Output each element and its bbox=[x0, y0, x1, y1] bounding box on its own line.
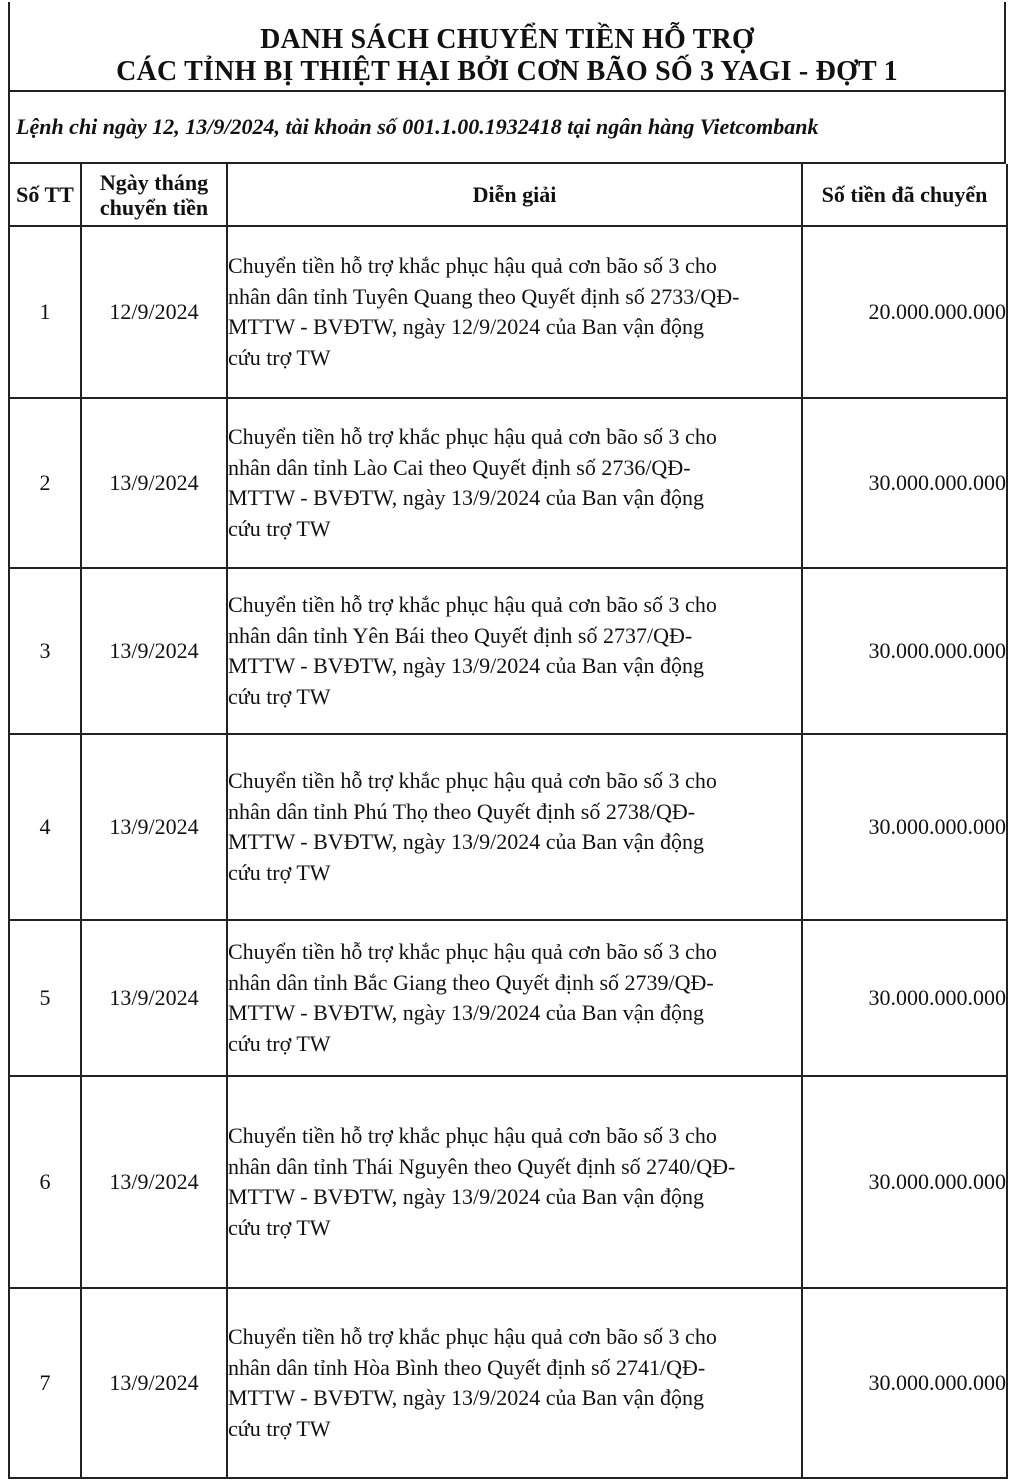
row-date: 13/9/2024 bbox=[81, 920, 227, 1076]
row-description-text: Chuyển tiền hỗ trợ khắc phục hậu quả cơn bão số 3 cho nhân dân tỉnh Tuyên Quang theo Quyết định số 2733/QĐ- MTTW - BVĐTW, ngày 12/9/2024 của Ban vận động cứu trợ TW bbox=[228, 253, 740, 370]
row-stt: 2 bbox=[9, 398, 81, 568]
table-row bbox=[9, 1076, 1007, 1288]
row-stt: 5 bbox=[9, 920, 81, 1076]
table-row bbox=[9, 1288, 1007, 1478]
row-description bbox=[227, 226, 802, 398]
row-description-text: Chuyển tiền hỗ trợ khắc phục hậu quả cơn bão số 3 cho nhân dân tỉnh Yên Bái theo Quyết định số 2737/QĐ- MTTW - BVĐTW, ngày 13/9/2024 của Ban vận động cứu trợ TW bbox=[228, 592, 717, 709]
row-amount: 30.000.000.000 bbox=[802, 568, 1007, 734]
row-description bbox=[227, 568, 802, 734]
row-stt: 6 bbox=[9, 1076, 81, 1288]
header-stt: Số TT bbox=[9, 164, 81, 226]
table-row bbox=[9, 398, 1007, 568]
header-date: Ngày tháng chuyển tiền bbox=[81, 164, 227, 226]
row-stt: 7 bbox=[9, 1288, 81, 1478]
transfer-table bbox=[8, 164, 1008, 1479]
row-description-text: Chuyển tiền hỗ trợ khắc phục hậu quả cơn bão số 3 cho nhân dân tỉnh Lào Cai theo Quyết định số 2736/QĐ- MTTW - BVĐTW, ngày 13/9/2024 của Ban vận động cứu trợ TW bbox=[228, 424, 717, 541]
row-date: 13/9/2024 bbox=[81, 568, 227, 734]
row-amount: 30.000.000.000 bbox=[802, 1288, 1007, 1478]
payment-order-note: Lệnh chi ngày 12, 13/9/2024, tài khoản số 001.1.00.1932418 tại ngân hàng Vietcombank bbox=[16, 114, 819, 139]
row-amount: 20.000.000.000 bbox=[802, 226, 1007, 398]
row-description-text: Chuyển tiền hỗ trợ khắc phục hậu quả cơn bão số 3 cho nhân dân tỉnh Bắc Giang theo Quyết định số 2739/QĐ- MTTW - BVĐTW, ngày 13/9/2024 của Ban vận động cứu trợ TW bbox=[228, 939, 717, 1056]
row-date: 13/9/2024 bbox=[81, 1288, 227, 1478]
row-amount: 30.000.000.000 bbox=[802, 398, 1007, 568]
row-date: 13/9/2024 bbox=[81, 1076, 227, 1288]
row-stt: 1 bbox=[9, 226, 81, 398]
row-description-text: Chuyển tiền hỗ trợ khắc phục hậu quả cơn bão số 3 cho nhân dân tỉnh Hòa Bình theo Quyết định số 2741/QĐ- MTTW - BVĐTW, ngày 13/9/2024 của Ban vận động cứu trợ TW bbox=[228, 1324, 717, 1441]
row-description bbox=[227, 1288, 802, 1478]
header-amount: Số tiền đã chuyển bbox=[802, 164, 1007, 226]
header-description: Diễn giải bbox=[227, 164, 802, 226]
table-row bbox=[9, 226, 1007, 398]
row-description-text: Chuyển tiền hỗ trợ khắc phục hậu quả cơn bão số 3 cho nhân dân tỉnh Thái Nguyên theo Quyết định số 2740/QĐ- MTTW - BVĐTW, ngày 13/9/2024 của Ban vận động cứu trợ TW bbox=[228, 1123, 736, 1240]
table-row bbox=[9, 920, 1007, 1076]
row-date: 12/9/2024 bbox=[81, 226, 227, 398]
row-description bbox=[227, 734, 802, 920]
table-row bbox=[9, 734, 1007, 920]
row-date: 13/9/2024 bbox=[81, 398, 227, 568]
row-description bbox=[227, 1076, 802, 1288]
row-description-text: Chuyển tiền hỗ trợ khắc phục hậu quả cơn bão số 3 cho nhân dân tỉnh Phú Thọ theo Quyết định số 2738/QĐ- MTTW - BVĐTW, ngày 13/9/2024 của Ban vận động cứu trợ TW bbox=[228, 768, 717, 885]
title-block bbox=[8, 2, 1006, 92]
row-description bbox=[227, 920, 802, 1076]
row-amount: 30.000.000.000 bbox=[802, 734, 1007, 920]
row-description bbox=[227, 398, 802, 568]
row-date: 13/9/2024 bbox=[81, 734, 227, 920]
row-stt: 4 bbox=[9, 734, 81, 920]
row-stt: 3 bbox=[9, 568, 81, 734]
row-amount: 30.000.000.000 bbox=[802, 920, 1007, 1076]
document-title-line-1: DANH SÁCH CHUYỂN TIỀN HỖ TRỢ bbox=[260, 24, 754, 55]
payment-order-block bbox=[8, 92, 1006, 164]
document-title-line-2: CÁC TỈNH BỊ THIỆT HẠI BỞI CƠN BÃO SỐ 3 YAGI - ĐỢT 1 bbox=[116, 56, 898, 87]
row-amount: 30.000.000.000 bbox=[802, 1076, 1007, 1288]
table-row bbox=[9, 568, 1007, 734]
table-header-row bbox=[9, 164, 1007, 226]
